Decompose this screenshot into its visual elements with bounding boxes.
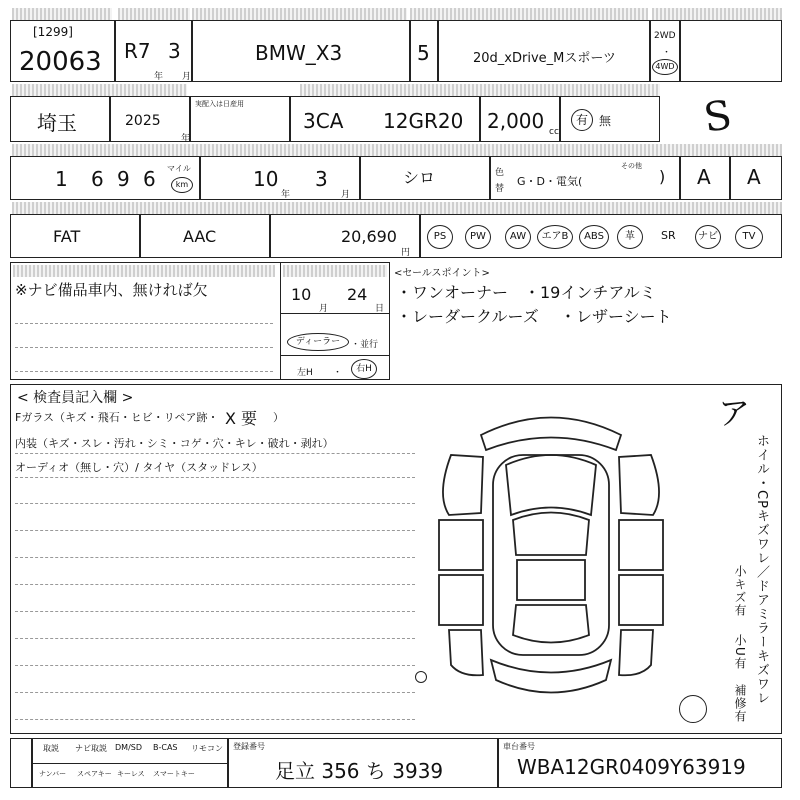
equip-abs: ABS [579,225,609,249]
car-right-rear-door [619,575,663,625]
wheel-circle-mark [679,695,707,723]
right-hand-circle: 右H [351,359,377,379]
sales-item-3: ・レーダークルーズ [396,307,539,326]
car-windshield [513,513,589,556]
exterior-cell [680,156,730,200]
header-bar-grade [410,8,648,20]
plate-cell: 登録番号 足立 356 ち 3939 [228,738,498,788]
deadline-month: 10 [291,285,312,304]
bottom-label-cell [10,738,32,788]
first-reg-cell: 実配入は日産用 [190,96,290,142]
sales-item-1: ・ワンオーナー [396,283,509,302]
car-left-quarter [449,630,483,675]
car-left-rear-door [439,575,483,625]
side-notes-sub1: 小キズ有 [733,565,747,617]
car-left-front-fender [443,455,483,515]
model-cell [192,20,410,82]
equip-sr: SR [661,229,676,242]
lot-cell [10,20,115,82]
year-month: 3 [168,39,181,63]
side-notes-main: ホイル・CPキズワレ／ドアミラーキズワレ [754,434,769,705]
inspector-line2: 内装（キズ・スレ・汚れ・シミ・コゲ・穴・キレ・破れ・剥れ） [15,437,334,450]
color-change-cell: 色 替 G・D・電気( その他 ) [490,156,680,200]
inspection-cell: 2025 年 [110,96,190,142]
equip-airbag: エアB [537,225,573,249]
side-notes-sub2: 小U有 [733,634,747,670]
year-cell: R7 3 年 月 [115,20,192,82]
model-name: BMW_X3 [255,41,343,65]
lot-bracket: [1299] [33,25,73,39]
mileage-d1: 1 [55,167,68,191]
deadline-day: 24 [347,285,368,304]
aircon-cell [140,214,270,258]
cc-cell: 2,000 cc [480,96,560,142]
recycle-value: 20,690 [341,227,397,246]
cc-value: 2,000 [487,109,545,133]
header-bar-year [118,8,190,20]
sales-item-2: ・19インチアルミ [524,283,656,302]
car-diagram [421,405,681,705]
header-bar-row2b [300,84,660,96]
transmission-value: FAT [53,227,81,246]
vin-cell: 車台番号 WBA12GR0409Y63919 [498,738,782,788]
km-circle: km [171,177,193,193]
recycle-cell: 20,690 円 [270,214,420,258]
left-rear-mark [415,671,427,683]
header-bar-row4 [12,202,782,214]
lot-number: 20063 [19,47,102,77]
color-options: G・D・電気( [517,175,583,188]
inspector-line1-mark: X 要 [225,409,258,428]
doors-cell [410,20,438,82]
car-left-front-door [439,520,483,570]
drive-4wd-circle: 4WD [652,59,678,75]
car-hood [506,455,596,515]
doors-value: 5 [417,41,430,65]
sales-header: <セールスポイント> [394,268,490,279]
color-cell [360,156,490,200]
header-bar-row2 [12,84,187,96]
engine-code: 3CA [303,109,344,133]
mileage-d2: 6 [91,167,104,191]
inspector-header: < 検査員記入欄 > [17,390,134,406]
car-right-front-fender [619,455,659,515]
car-rear-glass [513,605,589,643]
equip-leather: 革 [617,225,643,249]
bottom-items-cell: 取説 ナビ取説 DM/SD B-CAS リモコン ナンバー スペアキー キーレス スマートキー [32,738,228,788]
header-bar-lot [12,8,112,20]
grade-hand-cell [660,92,782,142]
car-rear-bumper [491,660,611,693]
exterior-value: A [697,165,711,189]
region-value: 埼玉 [37,111,77,135]
import-cell: 10 年 3 月 [200,156,360,200]
sales-points-cell [390,262,782,380]
equip-tv: TV [735,225,763,249]
plate-value: 足立 356 ち 3939 [275,759,444,783]
sales-item-4: ・レザーシート [560,307,672,326]
dealer-circle: ディーラー [287,333,349,351]
equip-navi: ナビ [695,225,721,249]
notes-text: ※ナビ備品車内、無ければ欠 [15,281,208,299]
import-month: 3 [315,167,328,191]
drive-extra-cell [680,20,782,82]
engine-cell [290,96,480,142]
inspector-line3: オーディオ（無し・穴）/ タイヤ（スタッドレス） [15,461,263,474]
equip-ps: PS [427,225,453,249]
header-bar-model [192,8,407,20]
car-right-quarter [619,630,653,675]
inspector-section: < 検査員記入欄 > Fガラス（キズ・飛石・ヒビ・リペア跡・ X 要 ） 内装（キズ・スレ・汚れ・シミ・コゲ・穴・キレ・破れ・剥れ） オーディオ（無し・穴）/ タイヤ（スタッドレス） [10,384,782,734]
interior-cell [730,156,782,200]
color-name: シロ [403,168,436,187]
equipment-cell [420,214,782,258]
mileage-d3: 9 [117,167,130,191]
car-front-bumper [481,418,621,451]
interior-value: A [747,165,761,189]
region-cell [10,96,110,142]
drive-cell: 2WD ・ 4WD [650,20,680,82]
inspection-year: 2025 [125,113,161,129]
equip-aw: AW [505,225,531,249]
car-right-front-door [619,520,663,570]
side-mark: ア [718,394,751,432]
mileage-cell: 1 6 9 6 マイル km [10,156,200,200]
grade-hand-s: S [700,92,735,142]
header-bar-row3 [12,144,782,156]
grade-value: 20d_xDrive_Mスポーツ [473,51,616,66]
import-year: 10 [253,167,279,191]
header-bar-drive [652,8,782,20]
aircon-value: AAC [183,227,217,246]
frame-code: 12GR20 [383,109,464,133]
turbo-cell: 有 無 [560,96,660,142]
equip-pw: PW [465,225,491,249]
notes-cell [10,262,280,380]
side-notes-sub3: 補修有 [733,684,747,723]
transmission-cell [10,214,140,258]
grade-cell [438,20,650,82]
mileage-d4: 6 [143,167,156,191]
deadline-cell: 10 月 24 日 ディーラー ・並行 左H ・ 右H [280,262,390,380]
vin-value: WBA12GR0409Y63919 [517,755,746,779]
year-era: R7 [124,39,151,63]
inspector-line1: Fガラス（キズ・飛石・ヒビ・リペア跡・ [15,411,219,424]
ari-circle: 有 [571,109,593,131]
car-roof [517,560,585,600]
